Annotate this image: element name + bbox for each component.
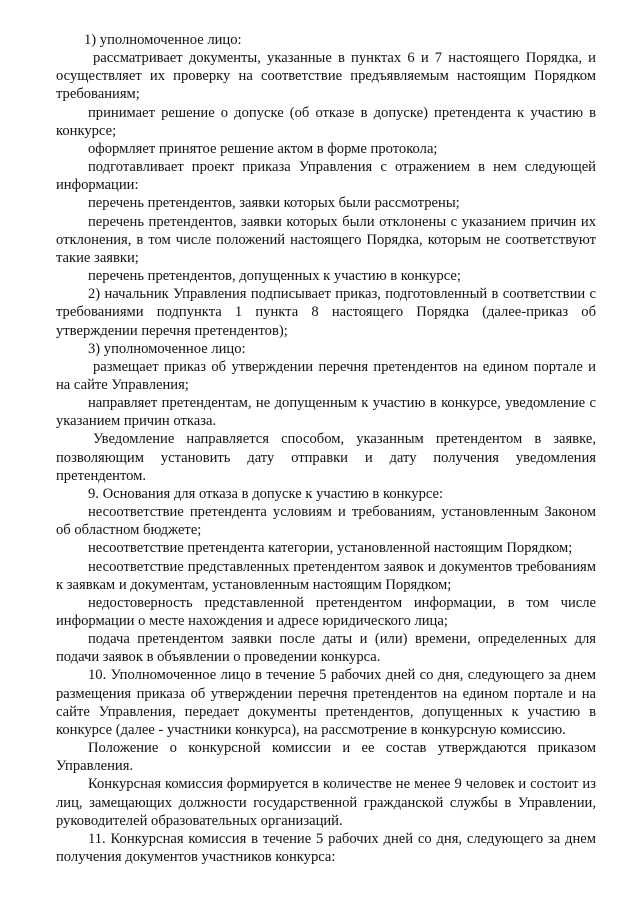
paragraph-8: перечень претендентов, допущенных к участию в конкурсе; <box>88 268 461 285</box>
paragraph-16: несоответствие претендента категории, установленной настоящим Порядком; <box>88 540 573 557</box>
paragraph-6: перечень претендентов, заявки которых были рассмотрены; <box>88 195 460 212</box>
paragraph-18: недостоверность представленной претендентом информации, в том числе информации о месте нахождения и адресе юридического лица; <box>56 594 596 629</box>
paragraph-15: несоответствие претендента условиям и требованиям, установленным Законом об областном бюджете; <box>56 504 596 539</box>
paragraph-5: подготавливает проект приказа Управления с отражением в нем следующей информации: <box>56 159 596 194</box>
paragraph-10: 3) уполномоченное лицо: <box>88 340 246 357</box>
paragraph-22: Конкурсная комиссия формируется в количестве не менее 9 человек и состоит из лиц, замещающих должности государственной гражданской службы в Управлении, руководителей образовательных организаций. <box>56 776 596 829</box>
paragraph-2: рассматривает документы, указанные в пунктах 6 и 7 настоящего Порядка, и осуществляет их проверку на соответствие предъявляемым настоящим Порядком требованиям; <box>56 50 596 103</box>
paragraph-1: 1) уполномоченное лицо: <box>84 32 242 48</box>
paragraph-21: Положение о конкурсной комиссии и ее состав утверждаются приказом Управления. <box>56 740 596 775</box>
paragraph-4: оформляет принятое решение актом в форме протокола; <box>88 140 438 157</box>
paragraph-11: размещает приказ об утверждении перечня претендентов на едином портале и на сайте Управления; <box>56 358 596 393</box>
paragraph-7: перечень претендентов, заявки которых были отклонены с указанием причин их отклонения, в том числе положений настоящего Порядка, которым не соответствуют такие заявки; <box>56 213 596 266</box>
document-page <box>56 31 596 866</box>
paragraph-9: 2) начальник Управления подписывает приказ, подготовленный в соответствии с требованиями подпункта 1 пункта 8 настоящего Порядка (далее-приказ об утверждении перечня претендентов); <box>56 286 596 339</box>
paragraph-17: несоответствие представленных претендентом заявок и документов требованиям к заявкам и документам, установленным настоящим Порядком; <box>56 558 596 593</box>
paragraph-13: Уведомление направляется способом, указанным претендентом в заявке, позволяющим установить дату отправки и дату получения уведомления претендентом. <box>56 431 596 484</box>
paragraph-3: принимает решение о допуске (об отказе в допуске) претендента к участию в конкурсе; <box>56 104 596 139</box>
paragraph-20: 10. Уполномоченное лицо в течение 5 рабочих дней со дня, следующего за днем размещения приказа об утверждении перечня претендентов на едином портале и на сайте Управления, передает документы претендентов, допущенных к участию в конкурсе (далее - участники конкурса), на рассмотрение в конкурсную комиссию. <box>56 667 596 738</box>
paragraph-23: 11. Конкурсная комиссия в течение 5 рабочих дней со дня, следующего за днем получения документов участников конкурса: <box>56 830 596 866</box>
paragraph-14: 9. Основания для отказа в допуске к участию в конкурсе: <box>88 485 444 502</box>
paragraph-19: подача претендентом заявки после даты и (или) времени, определенных для подачи заявок в объявлении о проведении конкурса. <box>56 631 596 666</box>
paragraph-12: направляет претендентам, не допущенным к участию в конкурсе, уведомление с указанием причин отказа. <box>56 395 596 430</box>
